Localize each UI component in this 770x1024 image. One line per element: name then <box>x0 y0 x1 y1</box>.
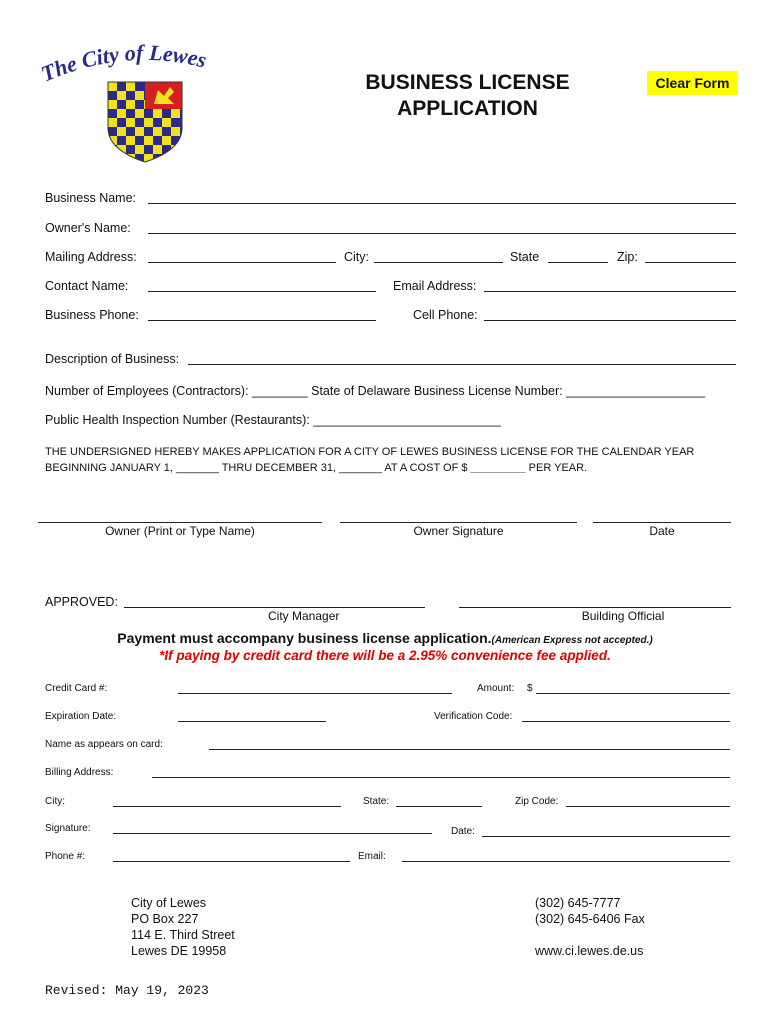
card-phone-field[interactable] <box>113 861 350 862</box>
fax-number: (302) 645-6406 Fax <box>535 912 645 926</box>
city-seal-icon <box>40 40 250 170</box>
city-manager-line[interactable] <box>124 607 425 608</box>
contact-name-field[interactable] <box>148 291 376 292</box>
state-label: State <box>510 250 540 264</box>
statement-line-2-text: BEGINNING JANUARY 1, _______ THRU DECEMBER 31, _______ AT A COST OF $ <box>45 462 471 474</box>
billing-address-field[interactable] <box>152 777 730 778</box>
cell-phone-field[interactable] <box>484 320 736 321</box>
po-box: PO Box 227 <box>131 912 199 926</box>
card-date-label: Date: <box>451 826 475 837</box>
approved-label: APPROVED: <box>45 595 118 609</box>
card-email-label: Email: <box>358 851 386 862</box>
payment-notice-text: Payment must accompany business license application. <box>117 630 492 646</box>
contact-name-label: Contact Name: <box>45 279 129 293</box>
owner-signature-caption: Owner Signature <box>413 524 504 538</box>
revised-date: Revised: May 19, 2023 <box>45 983 209 998</box>
business-phone-label: Business Phone: <box>45 308 139 322</box>
card-state-field[interactable] <box>396 806 482 807</box>
owners-name-label: Owner's Name: <box>45 221 131 235</box>
spacer <box>535 927 645 943</box>
verification-label: Verification Code: <box>434 711 513 722</box>
card-phone-label: Phone #: <box>45 851 86 862</box>
state-field[interactable] <box>548 262 608 263</box>
description-label: Description of Business: <box>45 352 180 366</box>
card-signature-field[interactable] <box>113 833 432 834</box>
building-official-caption: Building Official <box>581 609 665 623</box>
city-label: City: <box>344 250 369 264</box>
name-on-card-field[interactable] <box>209 749 730 750</box>
city-logo <box>40 40 250 170</box>
business-name-field[interactable] <box>148 203 736 204</box>
card-state-label: State: <box>363 796 390 807</box>
city-name: City of Lewes <box>131 896 207 910</box>
expiration-field[interactable] <box>178 721 326 722</box>
card-city-label: City: <box>45 796 65 807</box>
credit-card-field[interactable] <box>178 693 452 694</box>
zip-field[interactable] <box>645 262 736 263</box>
card-date-field[interactable] <box>482 836 730 837</box>
zip-label: Zip: <box>617 250 638 264</box>
amount-symbol: $ <box>527 683 533 694</box>
mailing-address-field[interactable] <box>148 262 336 263</box>
credit-card-label: Credit Card #: <box>45 683 108 694</box>
clear-form-button[interactable]: Clear Form <box>647 71 738 95</box>
owner-name-caption: Owner (Print or Type Name) <box>105 524 255 538</box>
svg-text:The City of Lewes <box>40 40 209 87</box>
date-caption: Date <box>649 524 675 538</box>
card-email-field[interactable] <box>402 861 730 862</box>
logo-text: he City of Lewes <box>50 40 210 82</box>
expiration-label: Expiration Date: <box>45 711 117 722</box>
page-title <box>340 70 595 122</box>
card-city-field[interactable] <box>113 806 341 807</box>
contact-numbers-block <box>535 895 645 959</box>
website-link[interactable]: www.ci.lewes.de.us <box>535 944 644 958</box>
amount-field[interactable] <box>536 693 730 694</box>
mailing-address-label: Mailing Address: <box>45 250 137 264</box>
card-signature-label: Signature: <box>45 823 91 834</box>
name-on-card-label: Name as appears on card: <box>45 739 163 750</box>
email-address-field[interactable] <box>484 291 736 292</box>
card-zip-field[interactable] <box>566 806 730 807</box>
mailing-address-block <box>131 895 235 959</box>
business-name-label: Business Name: <box>45 191 137 205</box>
fee-warning: *If paying by credit card there will be a 2.95% convenience fee applied. <box>159 648 611 663</box>
title-line-1: BUSINESS LICENSE <box>365 71 570 94</box>
employees-and-license-number[interactable]: Number of Employees (Contractors): ________ State of Delaware Business License Number: ____________________ <box>45 384 706 398</box>
verification-field[interactable] <box>522 721 730 722</box>
cost-field[interactable]: _________ <box>470 462 526 474</box>
application-statement <box>45 444 745 476</box>
owners-name-field[interactable] <box>148 233 736 234</box>
statement-line-2-end: PER YEAR. <box>525 462 588 474</box>
city-field[interactable] <box>374 262 503 263</box>
card-zip-label: Zip Code: <box>515 796 559 807</box>
payment-note: (American Express not accepted.) <box>491 635 653 646</box>
billing-address-label: Billing Address: <box>45 767 114 778</box>
health-inspection-number[interactable]: Public Health Inspection Number (Restaurants): ___________________________ <box>45 413 501 427</box>
business-phone-field[interactable] <box>148 320 376 321</box>
title-line-2: APPLICATION <box>397 97 538 120</box>
email-address-label: Email Address: <box>393 279 477 293</box>
owner-signature-line[interactable] <box>340 522 577 523</box>
payment-notice <box>0 630 770 646</box>
city-state-zip: Lewes DE 19958 <box>131 944 227 958</box>
statement-line-2 <box>45 460 745 476</box>
city-manager-caption: City Manager <box>268 609 340 623</box>
cell-phone-label: Cell Phone: <box>413 308 478 322</box>
description-field[interactable] <box>188 364 736 365</box>
phone-number: (302) 645-7777 <box>535 896 621 910</box>
date-signature-line[interactable] <box>593 522 731 523</box>
building-official-line[interactable] <box>459 607 731 608</box>
statement-line-1: THE UNDERSIGNED HEREBY MAKES APPLICATION FOR A CITY OF LEWES BUSINESS LICENSE FOR THE CALENDAR YEAR <box>45 446 695 458</box>
amount-label: Amount: <box>477 683 515 694</box>
owner-name-signature-line[interactable] <box>38 522 322 523</box>
street-address: 114 E. Third Street <box>131 928 235 942</box>
